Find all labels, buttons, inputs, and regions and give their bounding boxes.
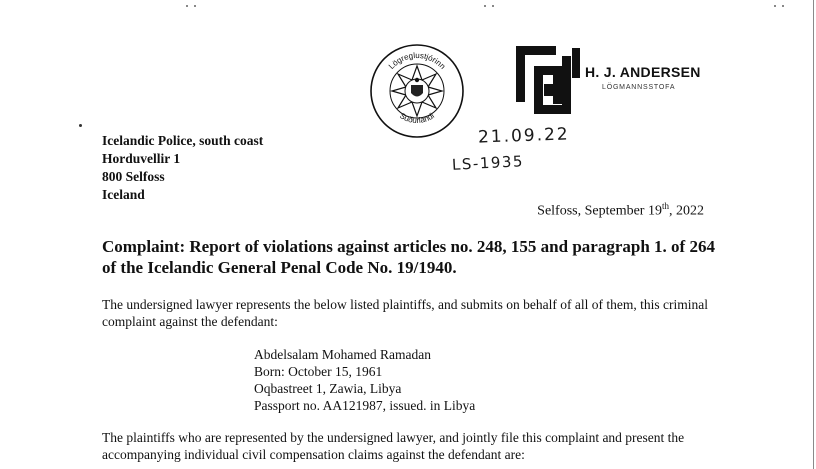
plaintiff-name: Abdelsalam Mohamed Ramadan [254,347,431,362]
complaint-title: Complaint: Report of violations against articles no. 248, 155 and paragraph 1. of 264 of the Icelandic General Penal Code No. 19/1940. [102,237,715,277]
intro-paragraph: The undersigned lawyer represents the below listed plaintiffs, and submits on behalf of all of them, this criminal complaint against the defendant: [102,297,708,329]
top-edge-marks [0,0,816,10]
firm-subtitle: LÖGMANNSSTOFA [602,84,676,91]
plaintiffs-paragraph: The plaintiffs who are represented by the undersigned lawyer, and jointly file this complaint and present the accompanying individual civil compensation claims against the defendant are: [102,430,685,462]
address-line: Horduvellir 1 [102,151,181,166]
police-seal-icon [368,42,466,140]
address-line: Iceland [102,187,145,202]
margin-mark [79,124,82,127]
page-edge [813,0,814,469]
recipient-address [102,132,263,204]
address-line: Icelandic Police, south coast [102,133,264,148]
handwritten-date: 21.09.22 [477,124,571,148]
plaintiff-born: Born: October 15, 1961 [254,364,383,379]
letter-date: Selfoss, September 19th, 2022 [537,201,704,219]
seal-bottom-text: Suðurlandi [398,111,436,126]
plaintiff-passport: Passport no. AA121987, issued. in Libya [254,398,476,413]
plaintiff-address: Oqbastreet 1, Zawia, Libya [254,381,402,396]
seal-top-text: Lögreglustjórinn [386,50,448,71]
handwritten-reference: LS-1935 [451,152,525,174]
plaintiff-details [254,346,475,414]
law-firm-logo-icon [514,44,582,116]
firm-name: H. J. ANDERSEN [585,64,701,80]
address-line: 800 Selfoss [102,169,165,184]
